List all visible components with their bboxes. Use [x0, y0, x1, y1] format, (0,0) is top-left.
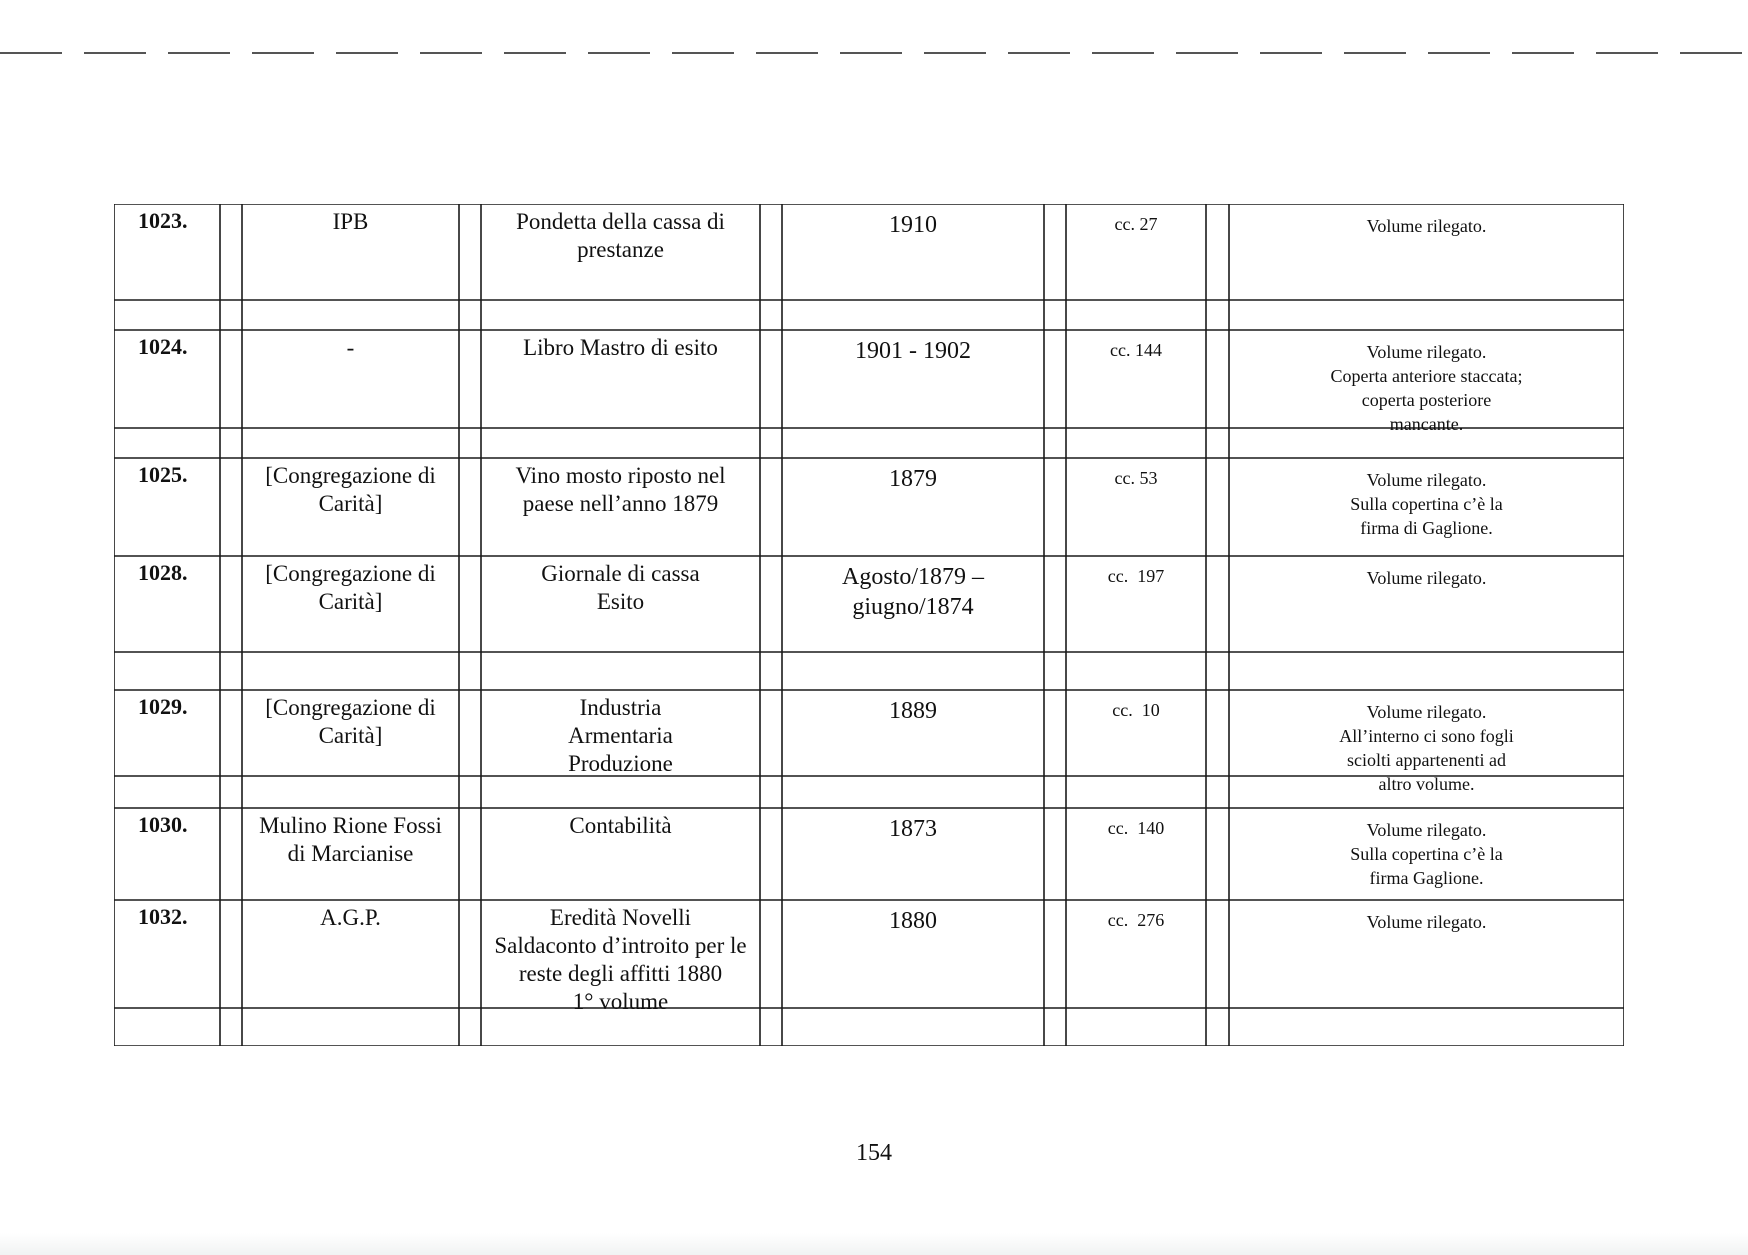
notes-cell: [1229, 910, 1624, 934]
top-dashed-rule: [0, 52, 1748, 54]
page-number: 154: [856, 1140, 892, 1166]
title-cell-line: Produzione: [568, 751, 673, 776]
notes-cell: [1229, 700, 1624, 796]
creator-cell: [242, 462, 459, 518]
title-cell-line: prestanze: [577, 237, 664, 262]
date-cell-line: giugno/1874: [852, 594, 974, 620]
title-cell: [481, 334, 760, 362]
creator-cell-line: Carità]: [318, 723, 383, 748]
notes-cell-line: Sulla copertina c’è la: [1350, 844, 1503, 864]
title-cell-line: Esito: [596, 589, 645, 614]
title-cell-line: paese nell’anno 1879: [522, 491, 719, 516]
notes-cell-line: firma Gaglione.: [1369, 868, 1484, 888]
notes-cell-line: Sulla copertina c’è la: [1350, 494, 1503, 514]
row-number: 1025.: [138, 462, 188, 487]
extent-cell: cc. 197: [1107, 566, 1165, 586]
notes-cell-line: Volume rilegato.: [1366, 702, 1487, 722]
date-cell: [782, 906, 1044, 936]
title-cell: [481, 462, 760, 518]
title-cell-line: Eredità Novelli: [549, 905, 692, 930]
creator-cell: [242, 208, 459, 236]
row-number: 1030.: [138, 812, 188, 837]
creator-cell-line: IPB: [332, 209, 369, 234]
creator-cell-line: [Congregazione di: [265, 561, 436, 586]
notes-cell-line: All’interno ci sono fogli: [1339, 726, 1514, 746]
title-cell: [481, 904, 760, 1016]
title-cell-line: Armentaria: [568, 723, 673, 748]
notes-cell-line: altro volume.: [1378, 774, 1475, 794]
date-cell-line: 1873: [889, 816, 937, 842]
notes-cell: [1229, 468, 1624, 540]
date-cell-line: 1889: [889, 698, 937, 724]
date-cell: [782, 696, 1044, 726]
row-number: 1023.: [138, 208, 188, 233]
date-cell-line: 1880: [889, 908, 937, 934]
date-cell: [782, 814, 1044, 844]
notes-cell-line: coperta posteriore: [1361, 390, 1492, 410]
row-number: 1024.: [138, 334, 188, 359]
creator-cell-line: [Congregazione di: [265, 463, 436, 488]
scan-edge: [0, 1233, 1748, 1255]
date-cell: [782, 562, 1044, 622]
title-cell-line: reste degli affitti 1880: [518, 961, 723, 986]
title-cell-line: Vino mosto riposto nel: [515, 463, 726, 488]
date-cell-line: 1879: [889, 466, 937, 492]
creator-cell: [242, 812, 459, 868]
notes-cell: [1229, 214, 1624, 238]
creator-cell-line: di Marcianise: [287, 841, 414, 866]
date-cell-line: 1901 - 1902: [855, 338, 971, 364]
notes-cell: [1229, 340, 1624, 436]
extent-cell: cc. 276: [1107, 910, 1165, 930]
creator-cell-line: [Congregazione di: [265, 695, 436, 720]
title-cell-line: 1° volume: [572, 989, 669, 1014]
notes-cell-line: Volume rilegato.: [1366, 820, 1487, 840]
creator-cell: [242, 560, 459, 616]
date-cell-line: 1910: [889, 212, 937, 238]
notes-cell: [1229, 818, 1624, 890]
date-cell: [782, 336, 1044, 366]
creator-cell-line: Carità]: [318, 589, 383, 614]
notes-cell-line: Volume rilegato.: [1366, 342, 1487, 362]
title-cell-line: Libro Mastro di esito: [523, 335, 718, 360]
creator-cell-line: A.G.P.: [320, 905, 381, 930]
extent-cell: cc. 27: [1114, 214, 1158, 234]
notes-cell-line: Volume rilegato.: [1366, 568, 1487, 588]
creator-cell: [242, 904, 459, 932]
row-number: 1028.: [138, 560, 188, 585]
notes-cell-line: firma di Gaglione.: [1360, 518, 1493, 538]
date-cell: [782, 464, 1044, 494]
title-cell-line: Giornale di cassa: [541, 561, 700, 586]
notes-cell-line: Coperta anteriore staccata;: [1330, 366, 1523, 386]
notes-cell-line: Volume rilegato.: [1366, 216, 1487, 236]
title-cell: [481, 560, 760, 616]
creator-cell-line: Carità]: [318, 491, 383, 516]
notes-cell-line: Volume rilegato.: [1366, 470, 1487, 490]
extent-cell: cc. 144: [1110, 340, 1162, 360]
notes-cell-line: Volume rilegato.: [1366, 912, 1487, 932]
extent-cell: cc. 53: [1114, 468, 1158, 488]
date-cell: [782, 210, 1044, 240]
creator-cell: [242, 694, 459, 750]
title-cell: [481, 208, 760, 264]
extent-cell: cc. 140: [1107, 818, 1165, 838]
notes-cell-line: sciolti appartenenti ad: [1347, 750, 1506, 770]
row-number: 1029.: [138, 694, 188, 719]
row-number: 1032.: [138, 904, 188, 929]
notes-cell: [1229, 566, 1624, 590]
title-cell-line: Industria: [579, 695, 662, 720]
notes-cell-line: mancante.: [1389, 414, 1464, 434]
creator-cell-line: -: [346, 335, 355, 360]
extent-cell: cc. 10: [1112, 700, 1160, 720]
title-cell: [481, 694, 760, 778]
creator-cell: [242, 334, 459, 362]
title-cell-line: Saldaconto d’introito per le: [494, 933, 747, 958]
date-cell-line: Agosto/1879 –: [841, 564, 984, 590]
title-cell-line: Pondetta della cassa di: [516, 209, 725, 234]
creator-cell-line: Mulino Rione Fossi: [259, 813, 442, 838]
title-cell-line: Contabilità: [569, 813, 672, 838]
archive-register-table: [114, 204, 1624, 1046]
title-cell: [481, 812, 760, 840]
